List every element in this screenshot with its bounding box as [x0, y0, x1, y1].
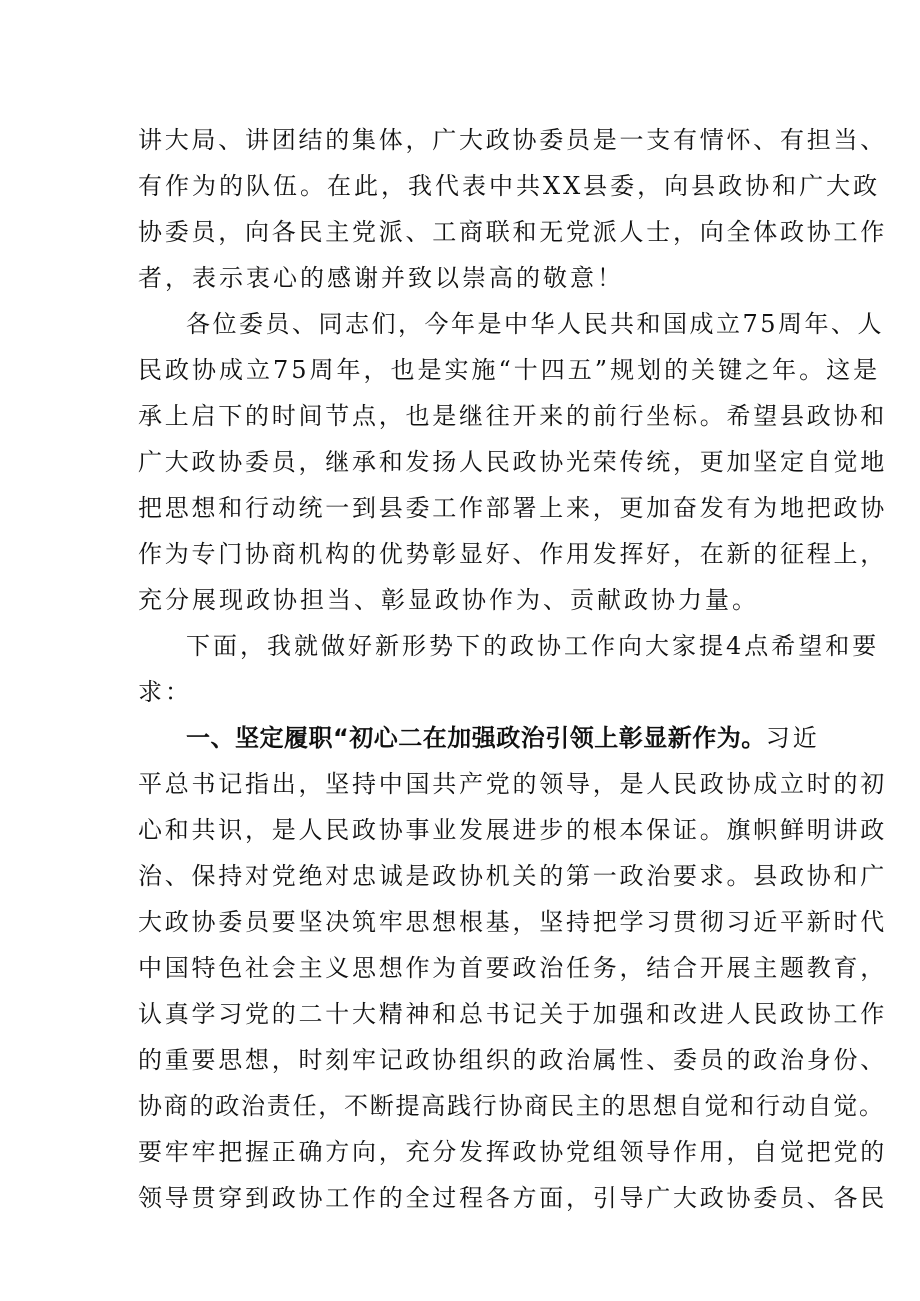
paragraph-line: 者，表示衷心的感谢并致以崇高的敬意！ — [138, 264, 624, 292]
paragraph-line: 讲大局、讲团结的集体，广大政协委员是一支有情怀、有担当、 — [138, 126, 887, 154]
section-heading-tail: 习近 — [765, 724, 820, 752]
paragraph-line: 认真学习党的二十大精神和总书记关于加强和改进人民政协工作 — [138, 1000, 887, 1028]
paragraph-line: 承上启下的时间节点，也是继往开来的前行坐标。希望县政协和 — [138, 402, 887, 430]
paragraph-line: 协商的政治责任，不断提高践行协商民主的思想自觉和行动自觉。 — [138, 1092, 885, 1120]
paragraph-line: 民政协成立75周年，也是实施“十四五”规划的关键之年。这是 — [138, 356, 881, 384]
paragraph-line: 把思想和行动统一到县委工作部署上来，更加奋发有为地把政协 — [138, 494, 887, 522]
paragraph-line: 的重要思想，时刻牢记政协组织的政治属性、委员的政治身份、 — [138, 1046, 887, 1074]
paragraph-line: 充分展现政协担当、彰显政协作为、贡献政协力量。 — [138, 586, 759, 614]
paragraph-line: 中国特色社会主义思想作为首要政治任务，结合开展主题教育， — [138, 954, 887, 982]
paragraph-line: 求： — [138, 678, 192, 706]
paragraph-line: 治、保持对党绝对忠诚是政协机关的第一政治要求。县政协和广 — [138, 862, 887, 890]
section-heading: 一、坚定履职“初心二在加强政治引领上彰显新作为。 — [186, 724, 766, 752]
paragraph-line: 作为专门协商机构的优势彰显好、作用发挥好，在新的征程上， — [138, 540, 887, 568]
paragraph-line: 要牢牢把握正确方向，充分发挥政协党组领导作用，自觉把党的 — [138, 1138, 887, 1166]
paragraph-line: 领导贯穿到政协工作的全过程各方面，引导广大政协委员、各民 — [138, 1184, 887, 1212]
paragraph-line: 下面，我就做好新形势下的政协工作向大家提4点希望和要 — [186, 632, 880, 660]
paragraph-line: 大政协委员要坚决筑牢思想根基，坚持把学习贯彻习近平新时代 — [138, 908, 887, 936]
paragraph-line: 各位委员、同志们，今年是中华人民共和国成立75周年、人 — [186, 310, 885, 338]
paragraph-line: 心和共识，是人民政协事业发展进步的根本保证。旗帜鲜明讲政 — [138, 816, 887, 844]
section-heading-line — [186, 723, 820, 753]
paragraph-line: 广大政协委员，继承和发扬人民政协光荣传统，更加坚定自觉地 — [138, 448, 887, 476]
paragraph-line: 平总书记指出，坚持中国共产党的领导，是人民政协成立时的初 — [138, 770, 887, 798]
paragraph-line: 有作为的队伍。在此，我代表中共XX县委，向县政协和广大政 — [138, 172, 881, 200]
paragraph-line: 协委员，向各民主党派、工商联和无党派人士，向全体政协工作 — [138, 218, 887, 246]
